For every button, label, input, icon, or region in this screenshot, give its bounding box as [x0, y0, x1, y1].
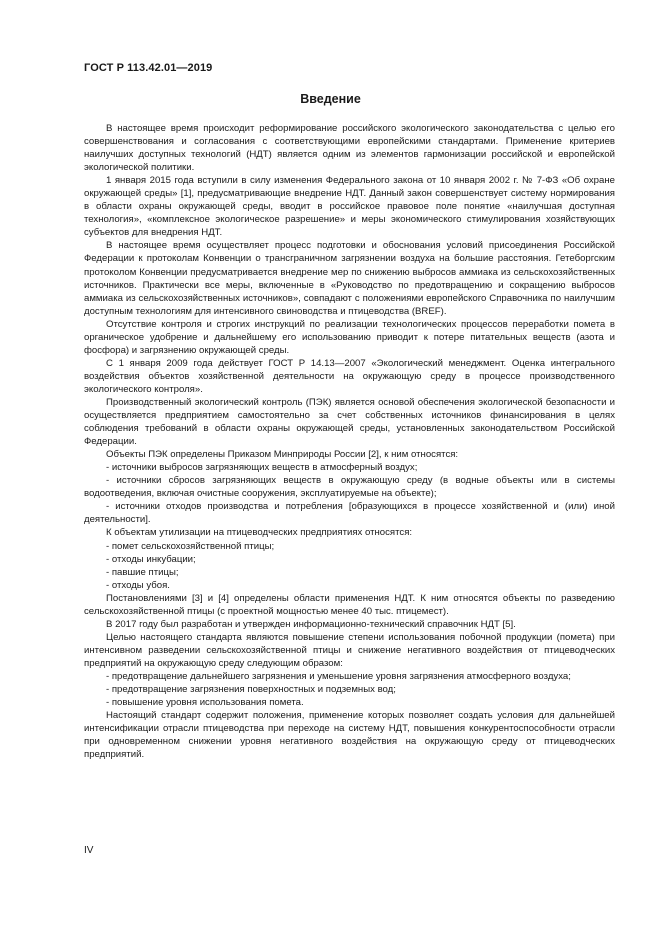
list-item: - павшие птицы; [106, 566, 179, 578]
body-text [84, 122, 615, 761]
list-item: - отходы инкубации; [106, 553, 196, 565]
list-item: - источники отходов производства и потребления [образующихся в процессе хозяйственной и (или) иной деятельности]. [84, 501, 615, 526]
list-item: - повышение уровня использования помета. [106, 697, 304, 709]
paragraph: Отсутствие контроля и строгих инструкций по реализации технологических процессов переработки помета в органическое удобрение и дальнейшему его использованию приводит к потере питательных веществ (азота и фосфора) и загрязнению окружающей среды. [84, 318, 615, 356]
list-item: - предотвращение загрязнения поверхностных и подземных вод; [106, 684, 396, 696]
list-item: - источники выбросов загрязняющих веществ в атмосферный воздух; [106, 462, 418, 474]
paragraph: Производственный экологический контроль (ПЭК) является основой обеспечения экологической безопасности и осуществляется предприятием самостоятельно за счет собственных источников финансирования в целях соблюдения требований в области охраны окружающей среды, установленных законодательством Российской Федерации. [84, 396, 615, 448]
page-number: IV [84, 845, 94, 856]
list-item: - помет сельскохозяйственной птицы; [106, 540, 275, 552]
paragraph: Постановлениями [3] и [4] определены области применения НДТ. К ним относятся объекты по разведению сельскохозяйственной птицы (с проектной мощностью менее 40 тыс. птицемест). [84, 592, 615, 617]
list-item: - источники сбросов загрязняющих веществ в окружающую среду (в водные объекты или в системы водоотведения, включая очистные сооружения, эксплуатируемые на объекте); [84, 475, 615, 500]
paragraph: С 1 января 2009 года действует ГОСТ Р 14.13—2007 «Экологический менеджмент. Оценка интегрального воздействия объектов хозяйственной деятельности на окружающую среду в процессе производственного экологического контроля». [84, 357, 615, 395]
paragraph: 1 января 2015 года вступили в силу изменения Федерального закона от 10 января 2002 г. № 7-ФЗ «Об охране окружающей среды» [1], предусматривающие внедрение НДТ. Данный закон совершенствует систему нормирования в области охраны окружающей среды, вводит в российское правовое поле понятие «наилучшая доступная технология», «комплексное экологическое разрешение» и меры экономического стимулирования хозяйствующих субъектов для внедрения НДТ. [84, 175, 615, 239]
paragraph: Целью настоящего стандарта являются повышение степени использования побочной продукции (помета) при интенсивном разведении сельскохозяйственной птицы и снижение негативного воздействия от птицеводческих предприятий на окружающую среду следующим образом: [84, 631, 615, 669]
list-item: - предотвращение дальнейшего загрязнения и уменьшение уровня загрязнения атмосферного воздуха; [106, 670, 571, 682]
list-item: - отходы убоя. [106, 579, 170, 591]
paragraph: В 2017 году был разработан и утвержден информационно-технический справочник НДТ [5]. [106, 618, 516, 630]
paragraph: Объекты ПЭК определены Приказом Минприроды России [2], к ним относятся: [106, 449, 459, 461]
document-code-header: ГОСТ Р 113.42.01—2019 [84, 62, 213, 74]
paragraph: К объектам утилизации на птицеводческих предприятиях относятся: [106, 527, 413, 539]
section-title: Введение [300, 92, 361, 106]
paragraph: В настоящее время осуществляет процесс подготовки и обоснования условий присоединения Российской Федерации к протоколам Конвенции о трансграничном загрязнении воздуха на большие расстояния. Гетеборгским протоколом Конвенции предусматривается внедрение мер по снижению выбросов аммиака из сельскохозяйственных источников. Практически все меры, включенные в «Руководство по предотвращению и сокращению выбросов аммиака из сельскохозяйственных источников», совпадают с положениями европейского Справочника по наилучшим доступным технологиям для интенсивного свиноводства и птицеводства (BREF). [84, 240, 615, 317]
paragraph: Настоящий стандарт содержит положения, применение которых позволяет создать условия для дальнейшей интенсификации отрасли птицеводства при переходе на систему НДТ, повышения конкурентоспособности отрасли при одновременном снижении уровня негативного воздействия на окружающую среду от птицеводческих предприятий. [84, 710, 615, 761]
paragraph: В настоящее время происходит реформирование российского экологического законодательства с целью его совершенствования и согласования с соответствующими европейскими стандартами. Применение критериев наилучших доступных технологий (НДТ) является одним из элементов гармонизации российской и европейской экологической политики. [84, 123, 615, 174]
